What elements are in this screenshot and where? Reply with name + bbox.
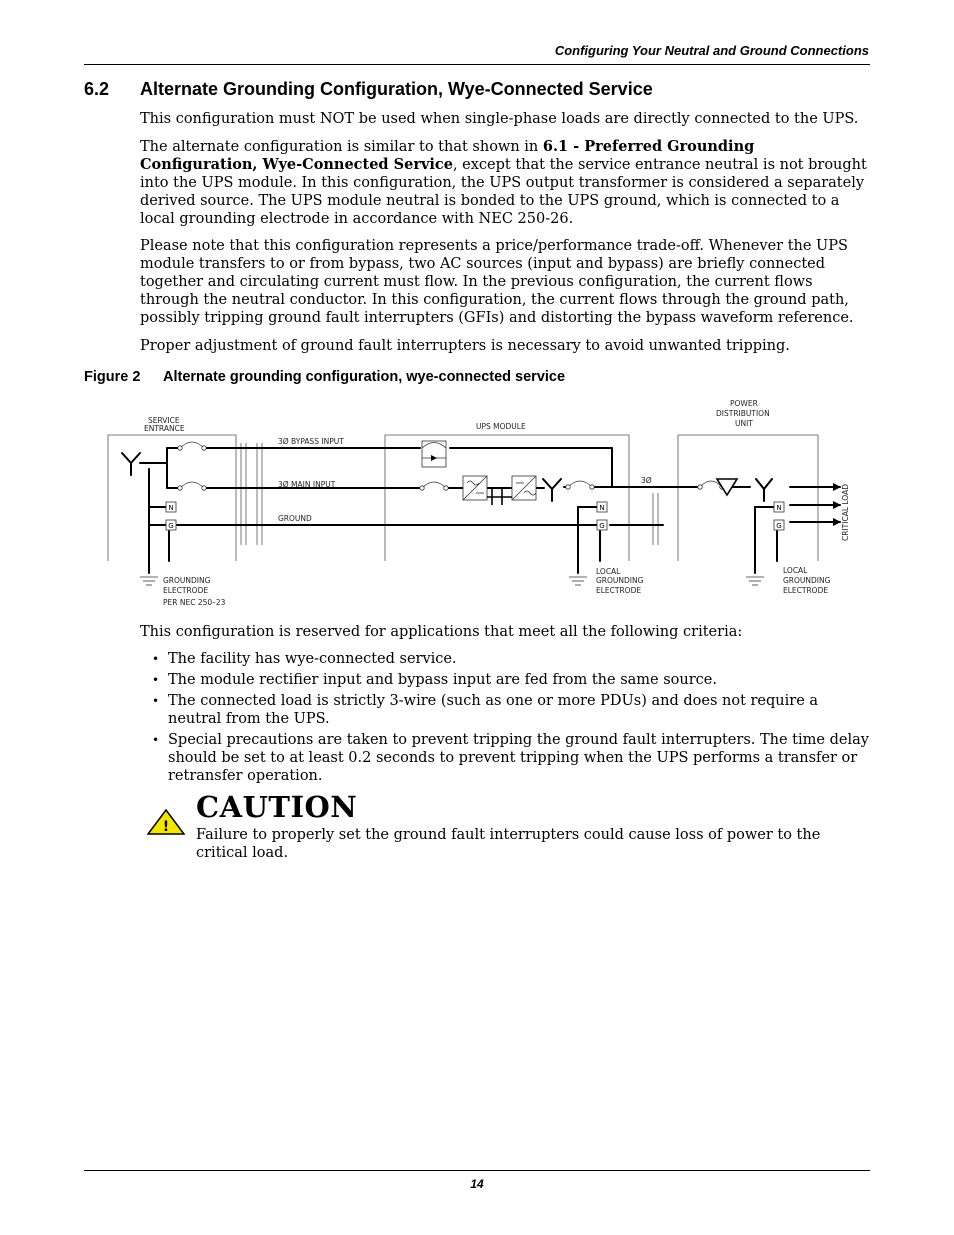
grounding-diagram [100, 393, 860, 613]
pdu-electrode-label: ELECTRODE [783, 586, 829, 595]
caution-title: CAUTION [196, 790, 358, 824]
se-bypass-breaker [180, 442, 204, 448]
criteria-list [140, 650, 872, 788]
pdu-grounding-label: GROUNDING [783, 576, 831, 585]
cross-reference: 6.1 - Preferred Grounding Configuration, Wye-Connected Service [140, 138, 755, 173]
module-output-breaker [568, 481, 592, 487]
pdu-ground-mark: G [776, 522, 782, 530]
section-number: 6.2 [84, 79, 110, 99]
list-item: • Special precautions are taken to prevent tripping the ground fault interrupters. The time delay should be set to at least 0.2 seconds to prevent tripping when the UPS performs a transfer or retransfer operation. [152, 732, 869, 784]
running-header: Configuring Your Neutral and Ground Connections [554, 43, 869, 58]
paragraph-criteria-intro: This configuration is reserved for applications that meet all the following criteria: [140, 624, 743, 640]
service-entrance-label-1: SERVICE [148, 416, 180, 425]
service-entrance-label-2: ENTRANCE [144, 424, 185, 433]
paragraph-similarity-lead: The alternate configuration is similar to that shown in [140, 139, 543, 155]
se-ground-mark: G [168, 522, 174, 530]
footer-rule [84, 1170, 870, 1171]
page-number: 14 [470, 1177, 484, 1191]
warning-triangle-icon [147, 809, 185, 835]
ups-ground-mark: G [599, 522, 605, 530]
ground-label: GROUND [278, 514, 312, 523]
bullet-icon: • [152, 673, 160, 687]
list-item: • The module rectifier input and bypass input are fed from the same source. [152, 672, 717, 688]
caution-text: Failure to properly set the ground fault interrupters could cause loss of power to the critical load. [196, 827, 821, 861]
section-title: Alternate Grounding Configuration, Wye-Connected Service [140, 79, 653, 99]
bypass-input-label: 3Ø BYPASS INPUT [278, 437, 344, 446]
pdu-box [678, 435, 818, 561]
bullet-icon: • [152, 733, 160, 747]
pdu-neutral-mark: N [776, 504, 782, 512]
figure-caption [84, 369, 565, 385]
figure-label: Figure 2 [84, 369, 141, 385]
paragraph-similarity-rest: , except that the service entrance neutral is not brought into the UPS module. In this configuration, the UPS output transformer is considered a separately derived source. The UPS module neutral is bonded to the UPS ground, which is connected to a local grounding electrode in accordance with NEC 250-26. [140, 157, 867, 227]
section-heading [84, 79, 653, 100]
module-input-breaker [422, 482, 446, 488]
list-item: • The facility has wye-connected service. [152, 651, 457, 667]
service-entrance-box [108, 435, 236, 561]
pdu-label-1: POWER [730, 399, 758, 408]
se-main-breaker [180, 482, 204, 488]
critical-load-label: CRITICAL LOAD [841, 484, 850, 541]
se-neutral-mark: N [168, 504, 174, 512]
ups-electrode-label: ELECTRODE [596, 586, 642, 595]
pdu-local-label: LOCAL [783, 566, 808, 575]
paragraph-warning: This configuration must NOT be used when single-phase loads are directly connected to the UPS. [140, 111, 859, 127]
grounding-electrode-label-2: ELECTRODE [163, 586, 209, 595]
pdu-label-2: DISTRIBUTION [716, 409, 770, 418]
ups-grounding-label: GROUNDING [596, 576, 644, 585]
header-rule [84, 64, 870, 65]
three-phase-label: 3Ø [641, 476, 652, 485]
ups-module-label: UPS MODULE [476, 422, 526, 431]
bullet-icon: • [152, 694, 160, 708]
static-switch [422, 441, 446, 467]
warning-exclamation: ! [162, 819, 170, 835]
bullet-icon: • [152, 652, 160, 666]
main-input-label: 3Ø MAIN INPUT [278, 480, 336, 489]
ups-neutral-mark: N [599, 504, 605, 512]
grounding-electrode-label-3: PER NEC 250–23 [163, 598, 226, 607]
grounding-electrode-label-1: GROUNDING [163, 576, 211, 585]
paragraph-tradeoff: Please note that this configuration represents a price/performance trade-off. Whenever the UPS module transfers to or from bypass, two AC sources (input and bypass) are briefly connected together and circulating current must flow. In the previous configuration, the current flows through the neutral conductor. In this configuration, the current flows through the ground path, possibly tripping ground fault interrupters (GFIs) and distorting the bypass waveform reference. [140, 238, 854, 326]
paragraph-adjustment: Proper adjustment of ground fault interrupters is necessary to avoid unwanted tripping. [140, 338, 790, 354]
list-item: • The connected load is strictly 3-wire (such as one or more PDUs) and does not require a neutral from the UPS. [152, 693, 819, 727]
ups-local-label: LOCAL [596, 567, 621, 576]
figure-caption-text: Alternate grounding configuration, wye-connected service [163, 369, 566, 385]
static-switch-arrow [431, 455, 437, 461]
paragraph-similarity [140, 138, 872, 228]
pdu-label-3: UNIT [735, 419, 753, 428]
